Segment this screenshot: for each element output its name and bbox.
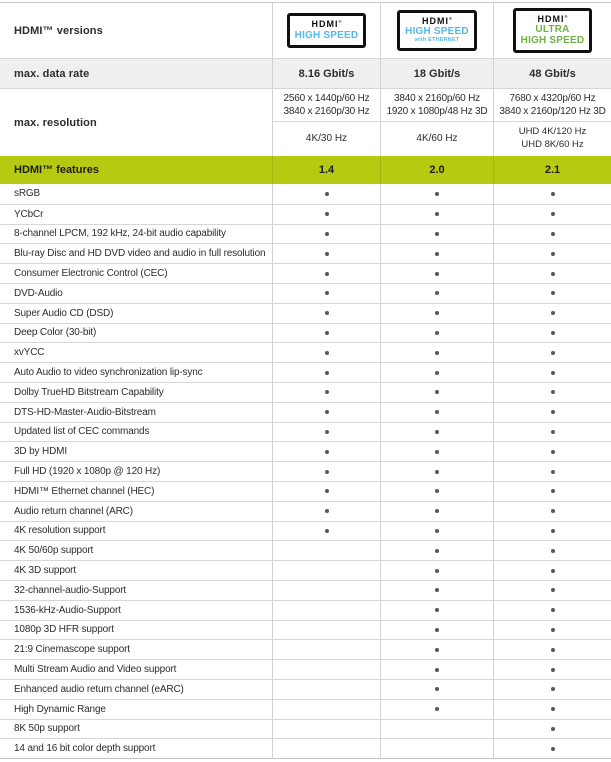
support-cell	[493, 561, 611, 580]
support-cell	[272, 423, 380, 442]
empty-cell	[272, 700, 380, 719]
support-dot-icon	[435, 707, 439, 711]
feature-label: 1080p 3D HFR support	[14, 624, 114, 636]
support-dot-icon	[435, 390, 439, 394]
support-cell	[272, 225, 380, 244]
support-cell	[380, 442, 493, 461]
empty-cell	[380, 739, 493, 758]
support-dot-icon	[435, 608, 439, 612]
support-cell	[380, 482, 493, 501]
support-dot-icon	[435, 212, 439, 216]
support-cell	[380, 324, 493, 343]
support-dot-icon	[551, 311, 555, 315]
hdmi-high-speed-badge	[287, 13, 367, 48]
versions-row	[0, 3, 611, 58]
support-dot-icon	[435, 588, 439, 592]
support-dot-icon	[325, 272, 329, 276]
support-dot-icon	[325, 311, 329, 315]
feature-label: 4K resolution support	[14, 525, 106, 537]
support-cell	[493, 680, 611, 699]
feature-label: Consumer Electronic Control (CEC)	[14, 268, 168, 280]
feature-row	[0, 600, 611, 620]
support-dot-icon	[551, 351, 555, 355]
support-cell	[380, 423, 493, 442]
feature-row	[0, 719, 611, 739]
feature-row	[0, 303, 611, 323]
feature-row	[0, 521, 611, 541]
support-cell	[272, 403, 380, 422]
support-cell	[380, 225, 493, 244]
support-cell	[272, 343, 380, 362]
feature-row	[0, 620, 611, 640]
feature-row	[0, 738, 611, 758]
feature-row	[0, 540, 611, 560]
support-dot-icon	[551, 529, 555, 533]
resolution-label: max. resolution	[14, 116, 97, 129]
feature-label: Enhanced audio return channel (eARC)	[14, 683, 184, 695]
data-rate-value: 18 Gbit/s	[380, 59, 493, 88]
empty-cell	[272, 601, 380, 620]
support-dot-icon	[551, 549, 555, 553]
support-cell	[380, 680, 493, 699]
feature-row	[0, 441, 611, 461]
support-cell	[380, 601, 493, 620]
support-dot-icon	[551, 727, 555, 731]
support-cell	[493, 264, 611, 283]
badge-cell-2	[380, 3, 493, 58]
support-cell	[272, 264, 380, 283]
feature-label: Auto Audio to video synchronization lip-sync	[14, 367, 203, 379]
feature-row	[0, 243, 611, 263]
support-cell	[380, 581, 493, 600]
support-cell	[272, 244, 380, 263]
version-number: 1.4	[272, 156, 380, 184]
support-cell	[380, 502, 493, 521]
badge-cell-3	[493, 3, 611, 58]
support-cell	[380, 184, 493, 204]
support-cell	[380, 403, 493, 422]
support-cell	[380, 284, 493, 303]
features-header-row	[0, 156, 611, 184]
feature-label: 8K 50p support	[14, 723, 80, 735]
feature-label: 4K 3D support	[14, 565, 76, 577]
support-dot-icon	[325, 509, 329, 513]
support-dot-icon	[435, 351, 439, 355]
support-cell	[493, 423, 611, 442]
support-cell	[493, 343, 611, 362]
support-dot-icon	[551, 232, 555, 236]
support-cell	[493, 403, 611, 422]
support-dot-icon	[435, 549, 439, 553]
feature-row	[0, 481, 611, 501]
badge-speed-label: HIGH SPEED	[520, 35, 585, 47]
support-dot-icon	[325, 371, 329, 375]
support-cell	[272, 324, 380, 343]
support-cell	[380, 700, 493, 719]
hdmi-comparison-table	[0, 2, 611, 759]
empty-cell	[272, 660, 380, 679]
support-cell	[272, 522, 380, 541]
support-cell	[272, 482, 380, 501]
support-dot-icon	[551, 569, 555, 573]
support-dot-icon	[551, 489, 555, 493]
feature-row	[0, 699, 611, 719]
hdmi-ultra-high-speed-badge	[513, 8, 593, 54]
hdmi-high-speed-ethernet-badge	[397, 10, 477, 52]
feature-row	[0, 224, 611, 244]
support-cell	[493, 522, 611, 541]
support-dot-icon	[435, 569, 439, 573]
support-cell	[493, 640, 611, 659]
feature-row	[0, 501, 611, 521]
feature-label: 8-channel LPCM, 192 kHz, 24-bit audio capability	[14, 228, 226, 240]
feature-label: Dolby TrueHD Bitstream Capability	[14, 386, 164, 398]
feature-row	[0, 659, 611, 679]
feature-row	[0, 422, 611, 442]
features-body	[0, 184, 611, 758]
support-dot-icon	[325, 410, 329, 414]
support-dot-icon	[325, 291, 329, 295]
support-dot-icon	[551, 212, 555, 216]
feature-label: Super Audio CD (DSD)	[14, 307, 114, 319]
resolution-shorthand: 4K/60 Hz	[380, 122, 493, 156]
feature-label: 32-channel-audio-Support	[14, 584, 127, 596]
feature-row	[0, 679, 611, 699]
support-cell	[272, 184, 380, 204]
support-dot-icon	[435, 687, 439, 691]
version-number: 2.1	[493, 156, 611, 184]
support-dot-icon	[435, 192, 439, 196]
data-rate-row	[0, 58, 611, 89]
support-cell	[493, 739, 611, 758]
feature-label: High Dynamic Range	[14, 703, 106, 715]
support-dot-icon	[551, 470, 555, 474]
feature-row	[0, 323, 611, 343]
support-cell	[272, 383, 380, 402]
support-cell	[493, 184, 611, 204]
support-dot-icon	[435, 232, 439, 236]
resolution-value: 2560 x 1440p/60 Hz 3840 x 2160p/30 Hz	[272, 89, 380, 122]
support-dot-icon	[435, 272, 439, 276]
feature-row	[0, 204, 611, 224]
support-cell	[493, 541, 611, 560]
support-cell	[493, 700, 611, 719]
badge-speed-label: HIGH SPEED	[405, 26, 469, 37]
support-dot-icon	[325, 430, 329, 434]
support-dot-icon	[551, 509, 555, 513]
support-cell	[493, 284, 611, 303]
support-cell	[380, 205, 493, 224]
feature-row	[0, 342, 611, 362]
resolution-grid	[272, 89, 611, 156]
support-dot-icon	[551, 747, 555, 751]
support-cell	[493, 720, 611, 739]
support-dot-icon	[325, 390, 329, 394]
support-dot-icon	[325, 450, 329, 454]
support-dot-icon	[325, 331, 329, 335]
feature-label: Full HD (1920 x 1080p @ 120 Hz)	[14, 466, 161, 478]
feature-label: xvYCC	[14, 347, 45, 359]
support-dot-icon	[435, 489, 439, 493]
empty-cell	[272, 640, 380, 659]
versions-label: HDMI™ versions	[14, 24, 103, 37]
support-dot-icon	[435, 410, 439, 414]
version-number: 2.0	[380, 156, 493, 184]
empty-cell	[272, 739, 380, 758]
feature-row	[0, 580, 611, 600]
support-cell	[272, 462, 380, 481]
support-dot-icon	[551, 608, 555, 612]
empty-cell	[272, 720, 380, 739]
support-dot-icon	[551, 252, 555, 256]
empty-cell	[272, 541, 380, 560]
feature-row	[0, 639, 611, 659]
feature-label: 4K 50/60p support	[14, 545, 94, 557]
support-dot-icon	[325, 470, 329, 474]
feature-label: 1536-kHz-Audio-Support	[14, 604, 121, 616]
data-rate-value: 48 Gbit/s	[493, 59, 611, 88]
support-cell	[380, 462, 493, 481]
support-dot-icon	[435, 371, 439, 375]
support-dot-icon	[435, 529, 439, 533]
support-cell	[272, 442, 380, 461]
support-cell	[380, 244, 493, 263]
feature-label: sRGB	[14, 188, 41, 200]
support-cell	[493, 244, 611, 263]
support-cell	[380, 541, 493, 560]
empty-cell	[272, 680, 380, 699]
support-dot-icon	[435, 291, 439, 295]
support-cell	[493, 660, 611, 679]
data-rate-value: 8.16 Gbit/s	[272, 59, 380, 88]
feature-label: Audio return channel (ARC)	[14, 505, 133, 517]
feature-label: 3D by HDMI	[14, 446, 67, 458]
resolution-value: 7680 x 4320p/60 Hz 3840 x 2160p/120 Hz 3D	[493, 89, 611, 122]
feature-row	[0, 283, 611, 303]
support-dot-icon	[551, 450, 555, 454]
empty-cell	[272, 561, 380, 580]
empty-cell	[272, 581, 380, 600]
support-cell	[380, 383, 493, 402]
empty-cell	[272, 621, 380, 640]
support-cell	[272, 304, 380, 323]
support-cell	[380, 660, 493, 679]
support-dot-icon	[435, 252, 439, 256]
badge-ethernet-label: with ETHERNET	[414, 37, 460, 44]
hdmi-logo-icon: HDMI®	[537, 13, 568, 24]
support-cell	[380, 621, 493, 640]
resolution-row	[0, 89, 611, 156]
empty-cell	[380, 720, 493, 739]
support-cell	[493, 442, 611, 461]
feature-label: HDMI™ Ethernet channel (HEC)	[14, 485, 155, 497]
hdmi-logo-icon: HDMI®	[311, 19, 342, 30]
feature-label: YCbCr	[14, 208, 44, 220]
feature-row	[0, 263, 611, 283]
support-cell	[493, 581, 611, 600]
support-cell	[272, 502, 380, 521]
resolution-shorthand: UHD 4K/120 Hz UHD 8K/60 Hz	[493, 122, 611, 156]
support-dot-icon	[325, 212, 329, 216]
support-cell	[493, 482, 611, 501]
feature-row	[0, 184, 611, 204]
support-dot-icon	[435, 648, 439, 652]
hdmi-logo-icon: HDMI®	[422, 15, 452, 26]
feature-row	[0, 402, 611, 422]
support-dot-icon	[551, 291, 555, 295]
support-dot-icon	[435, 668, 439, 672]
support-dot-icon	[325, 232, 329, 236]
support-cell	[493, 324, 611, 343]
feature-label: Updated list of CEC commands	[14, 426, 150, 438]
support-dot-icon	[551, 687, 555, 691]
feature-label: 14 and 16 bit color depth support	[14, 743, 156, 755]
feature-label: Deep Color (30-bit)	[14, 327, 97, 339]
feature-label: 21:9 Cinemascope support	[14, 644, 130, 656]
support-dot-icon	[435, 450, 439, 454]
badge-ultra-label: ULTRA	[535, 23, 570, 35]
support-cell	[272, 205, 380, 224]
feature-row	[0, 461, 611, 481]
support-cell	[493, 225, 611, 244]
support-dot-icon	[435, 509, 439, 513]
support-cell	[272, 284, 380, 303]
badge-cell-1	[272, 3, 380, 58]
support-dot-icon	[551, 628, 555, 632]
support-dot-icon	[551, 371, 555, 375]
support-dot-icon	[435, 628, 439, 632]
support-dot-icon	[435, 311, 439, 315]
feature-row	[0, 560, 611, 580]
feature-label: Multi Stream Audio and Video support	[14, 664, 177, 676]
data-rate-label: max. data rate	[14, 67, 90, 80]
support-dot-icon	[551, 430, 555, 434]
support-dot-icon	[435, 331, 439, 335]
support-dot-icon	[325, 252, 329, 256]
support-cell	[493, 502, 611, 521]
support-dot-icon	[435, 470, 439, 474]
support-dot-icon	[435, 430, 439, 434]
support-cell	[272, 363, 380, 382]
support-cell	[380, 363, 493, 382]
support-dot-icon	[551, 648, 555, 652]
support-cell	[493, 304, 611, 323]
support-dot-icon	[325, 192, 329, 196]
support-cell	[493, 621, 611, 640]
features-header-label: HDMI™ features	[14, 164, 99, 176]
support-cell	[493, 462, 611, 481]
feature-row	[0, 362, 611, 382]
support-cell	[493, 601, 611, 620]
feature-label: DTS-HD-Master-Audio-Bitstream	[14, 406, 156, 418]
support-cell	[493, 205, 611, 224]
support-dot-icon	[325, 351, 329, 355]
resolution-shorthand: 4K/30 Hz	[272, 122, 380, 156]
support-cell	[380, 522, 493, 541]
support-dot-icon	[551, 192, 555, 196]
support-cell	[380, 264, 493, 283]
support-dot-icon	[551, 410, 555, 414]
support-cell	[380, 304, 493, 323]
support-dot-icon	[551, 331, 555, 335]
badge-speed-label: HIGH SPEED	[294, 29, 359, 41]
support-dot-icon	[551, 707, 555, 711]
support-dot-icon	[551, 668, 555, 672]
support-dot-icon	[551, 390, 555, 394]
feature-row	[0, 382, 611, 402]
support-cell	[380, 640, 493, 659]
feature-label: Blu-ray Disc and HD DVD video and audio in full resolution	[14, 248, 266, 260]
support-cell	[380, 561, 493, 580]
support-dot-icon	[325, 489, 329, 493]
feature-label: DVD-Audio	[14, 287, 63, 299]
support-cell	[380, 343, 493, 362]
support-cell	[493, 383, 611, 402]
support-dot-icon	[551, 588, 555, 592]
resolution-value: 3840 x 2160p/60 Hz 1920 x 1080p/48 Hz 3D	[380, 89, 493, 122]
support-cell	[493, 363, 611, 382]
support-dot-icon	[325, 529, 329, 533]
support-dot-icon	[551, 272, 555, 276]
